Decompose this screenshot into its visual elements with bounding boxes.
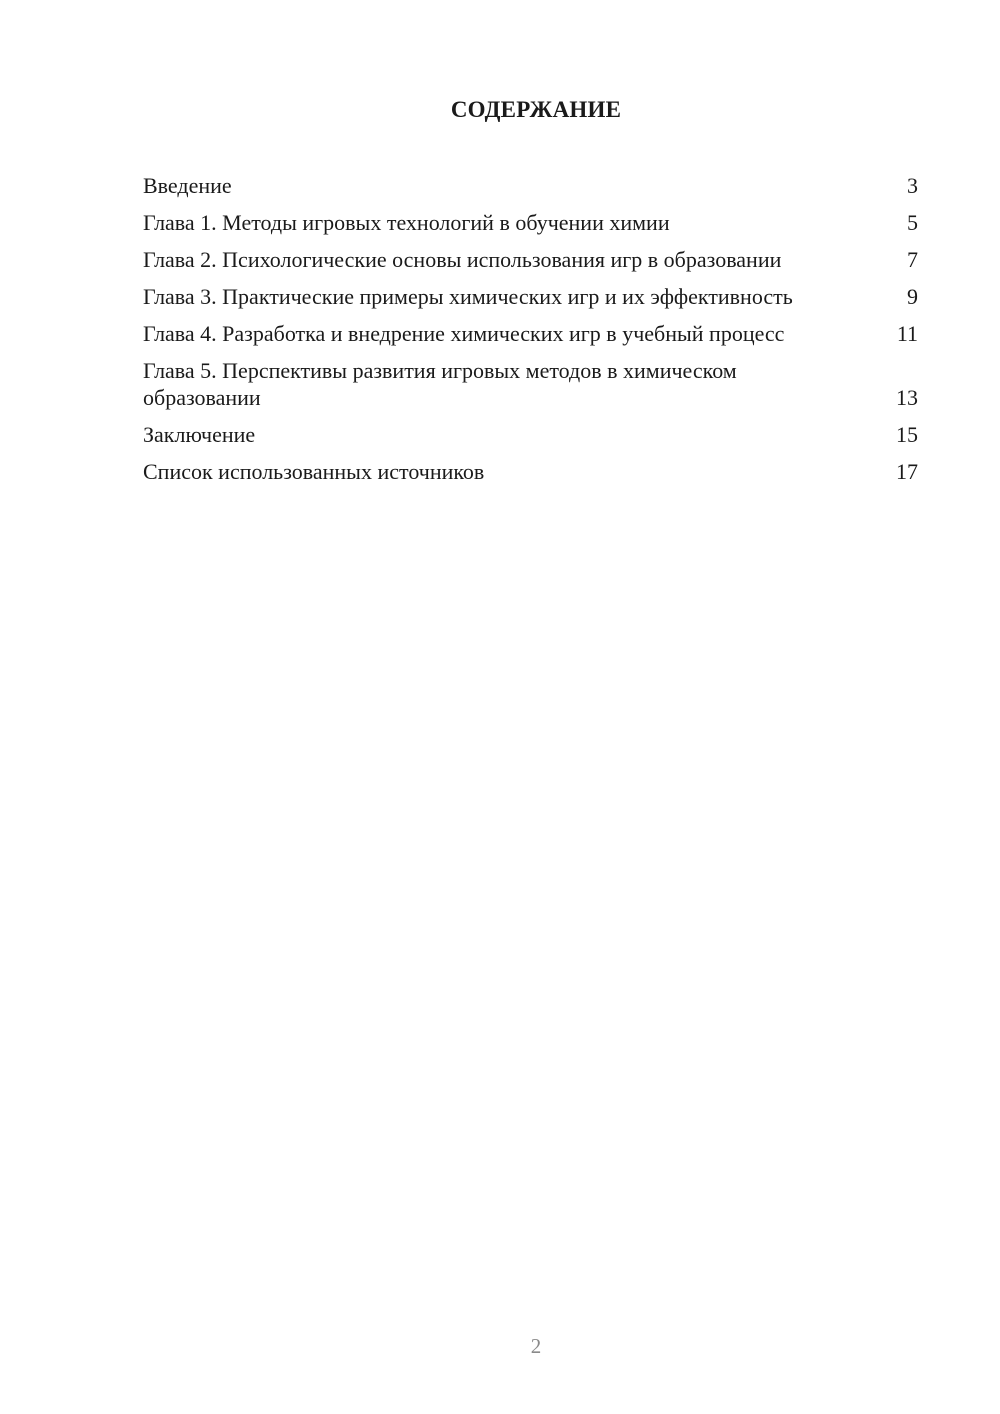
- toc-entry-page: 17: [896, 459, 918, 484]
- toc-entry-chapter-1: [143, 209, 918, 236]
- toc-entry-text: Глава 2. Психологические основы использования игр в образовании: [143, 247, 782, 272]
- toc-entry-chapter-5: [143, 357, 918, 411]
- toc-entry-text: Список использованных источников: [143, 459, 485, 484]
- toc-entry-text: Глава 5. Перспективы развития игровых методов в химическом образовании: [143, 358, 737, 410]
- page-number: 2: [530, 1334, 542, 1358]
- toc-entry-page: 7: [907, 247, 918, 272]
- toc-entry-chapter-2: [143, 246, 918, 273]
- toc-entry-page: 3: [907, 173, 918, 198]
- toc-entry-page: 13: [896, 385, 918, 410]
- toc-entry-text: Глава 3. Практические примеры химических игр и их эффективность: [143, 284, 793, 309]
- toc-entry-references: [143, 458, 918, 485]
- toc-entry-page: 9: [907, 284, 918, 309]
- toc-entry-text: Заключение: [143, 422, 256, 447]
- toc-entry-page: 15: [896, 422, 918, 447]
- toc-entry-chapter-3: [143, 283, 918, 310]
- toc-entry-conclusion: [143, 421, 918, 448]
- toc-entry-text: Глава 4. Разработка и внедрение химических игр в учебный процесс: [143, 321, 785, 346]
- toc-entry-page: 5: [907, 210, 918, 235]
- toc-entry-text: Глава 1. Методы игровых технологий в обучении химии: [143, 210, 670, 235]
- toc-entry-text: Введение: [143, 173, 232, 198]
- toc-entry-chapter-4: [143, 320, 918, 347]
- toc-entry-page: 11: [896, 321, 918, 346]
- toc-list: [143, 172, 918, 495]
- toc-title: СОДЕРЖАНИЕ: [450, 97, 622, 122]
- toc-entry-introduction: [143, 172, 918, 199]
